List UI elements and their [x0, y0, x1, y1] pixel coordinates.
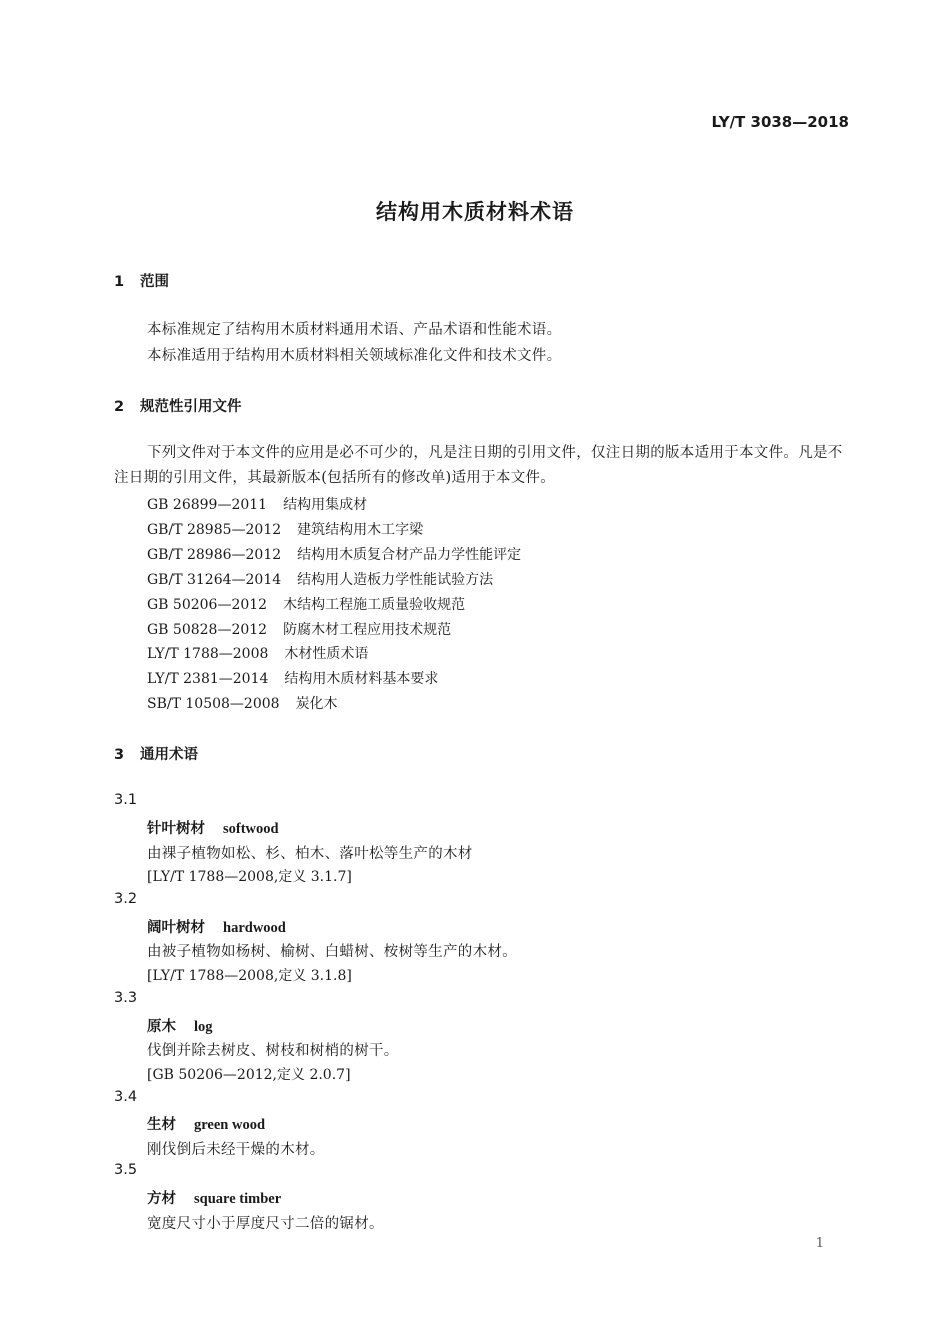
term-number: 3.3	[114, 990, 138, 1006]
term-entry	[147, 1015, 213, 1036]
term-number: 3.4	[114, 1089, 138, 1105]
reference-title: 建筑结构用木工字梁	[297, 522, 424, 538]
reference-title: 结构用木质材料基本要求	[284, 671, 439, 687]
term-zh: 生材	[147, 1117, 176, 1133]
term-number: 3.1	[114, 792, 138, 808]
section-heading	[114, 395, 242, 416]
term-source: [LY/T 1788—2008,定义 3.1.8]	[147, 968, 352, 984]
term-entry	[147, 817, 279, 838]
term-zh: 针叶树材	[147, 821, 205, 837]
reference-code: GB/T 28985—2012	[147, 522, 282, 538]
reference-title: 结构用集成材	[283, 497, 368, 513]
term-source: [LY/T 1788—2008,定义 3.1.7]	[147, 869, 352, 885]
reference-title: 炭化木	[295, 696, 338, 712]
reference-item	[147, 494, 367, 514]
term-definition: 刚伐倒后未经干燥的木材。	[147, 1142, 325, 1158]
term-entry	[147, 1113, 265, 1134]
page-number: 1	[815, 1236, 824, 1251]
term-source: [GB 50206—2012,定义 2.0.7]	[147, 1067, 351, 1083]
section-heading	[114, 743, 198, 764]
reference-code: GB 50828—2012	[147, 622, 268, 638]
term-en: green wood	[194, 1117, 266, 1133]
term-number: 3.5	[114, 1162, 138, 1178]
term-zh: 原木	[147, 1019, 176, 1035]
reference-code: GB/T 28986—2012	[147, 547, 282, 563]
term-definition: 由裸子植物如松、杉、柏木、落叶松等生产的木材	[147, 846, 473, 862]
reference-code: LY/T 1788—2008	[147, 646, 269, 662]
reference-item	[147, 668, 438, 688]
section-number: 1	[114, 274, 125, 290]
term-definition: 伐倒并除去树皮、树枝和树梢的树干。	[147, 1043, 399, 1059]
reference-code: GB 50206—2012	[147, 597, 268, 613]
section-title: 通用术语	[140, 747, 198, 763]
term-en: hardwood	[223, 920, 286, 936]
section-number: 3	[114, 747, 125, 763]
term-zh: 方材	[147, 1191, 176, 1207]
reference-title: 结构用人造板力学性能试验方法	[297, 572, 494, 588]
term-en: softwood	[223, 821, 279, 837]
section-title: 范围	[140, 274, 169, 290]
term-definition: 宽度尺寸小于厚度尺寸二倍的锯材。	[147, 1216, 384, 1232]
section-title: 规范性引用文件	[140, 399, 242, 415]
reference-item	[147, 619, 451, 639]
reference-title: 木材性质术语	[284, 646, 369, 662]
term-definition: 由被子植物如杨树、榆树、白蜡树、桉树等生产的木材。	[147, 944, 517, 960]
reference-code: SB/T 10508—2008	[147, 696, 280, 712]
reference-title: 防腐木材工程应用技术规范	[283, 622, 452, 638]
reference-item	[147, 519, 423, 539]
reference-item	[147, 544, 521, 564]
reference-title: 结构用木质复合材产品力学性能评定	[297, 547, 522, 563]
reference-item	[147, 643, 368, 663]
reference-item	[147, 569, 493, 589]
scope-paragraph: 本标准适用于结构用木质材料相关领域标准化文件和技术文件。	[147, 348, 562, 364]
reference-code: GB 26899—2011	[147, 497, 268, 513]
section-number: 2	[114, 399, 125, 415]
reference-title: 木结构工程施工质量验收规范	[283, 597, 466, 613]
term-en: log	[194, 1019, 213, 1035]
term-number: 3.2	[114, 891, 138, 907]
term-zh: 阔叶树材	[147, 920, 205, 936]
term-entry	[147, 1187, 281, 1208]
term-entry	[147, 916, 286, 937]
reference-item	[147, 693, 338, 713]
term-en: square timber	[194, 1191, 282, 1207]
document-title: 结构用木质材料术语	[376, 200, 574, 224]
reference-code: LY/T 2381—2014	[147, 671, 269, 687]
scope-paragraph: 本标准规定了结构用木质材料通用术语、产品术语和性能术语。	[147, 322, 562, 338]
reference-code: GB/T 31264—2014	[147, 572, 282, 588]
normative-intro: 下列文件对于本文件的应用是必不可少的，凡是注日期的引用文件，仅注日期的版本适用于本文件。凡是不注日期的引用文件，其最新版本(包括所有的修改单)适用于本文件。	[114, 445, 843, 486]
standard-code: LY/T 3038—2018	[711, 113, 849, 131]
section-heading	[114, 270, 169, 291]
reference-item	[147, 594, 465, 614]
